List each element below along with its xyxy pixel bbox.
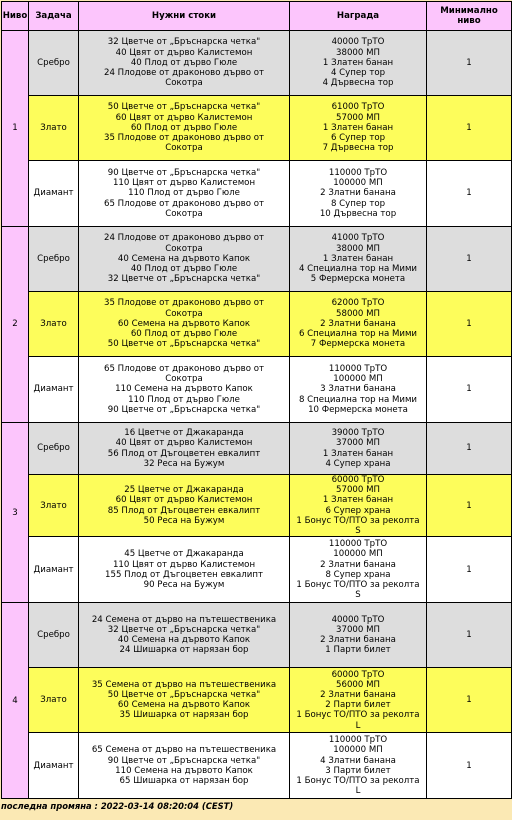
header-needed-goods: Нужни стоки [79, 2, 290, 31]
header-task: Задача [29, 2, 79, 31]
reward-line: 1 Златен банан [322, 57, 394, 68]
task-name-cell: Сребро [29, 603, 79, 668]
needed-goods-line: 65 Шишарка от нарязан бор [119, 775, 249, 786]
reward-line: 60000 ТрТО [331, 669, 385, 680]
needed-goods-line: 110 Плод от дърво Гюле [128, 188, 240, 199]
reward-cell [290, 603, 427, 668]
needed-goods-cell [79, 31, 290, 96]
reward-line: 100000 МП [333, 745, 383, 756]
needed-goods-line: 40 Семена на дървото Капок [117, 253, 251, 264]
reward-line: 4 Супер храна [325, 458, 391, 469]
needed-goods-cell [79, 161, 290, 227]
needed-goods-line: 50 Реса на Бужум [143, 515, 225, 526]
needed-goods-line: 110 Цвят от дърво Калистемон [112, 178, 256, 189]
reward-line: 7 Дървесна тор [322, 143, 394, 154]
reward-line: 2 Златни банана [320, 635, 396, 646]
needed-goods-line: 65 Плодове от драконово дърво от [104, 363, 264, 374]
needed-goods-line: 40 Плод от дърво Гюле [130, 264, 238, 275]
reward-cell [290, 292, 427, 357]
min-level-cell: 1 [427, 475, 512, 537]
reward-line: 6 Супер тор [330, 133, 386, 144]
reward-line: 8 Супер тор [330, 198, 386, 209]
needed-goods-line: 65 Плодове от драконово дърво от [104, 198, 264, 209]
task-row-level3-gold [2, 475, 512, 537]
needed-goods-line: 32 Цветче от „Бръснарска четка" [107, 274, 261, 285]
task-name-cell: Сребро [29, 227, 79, 292]
reward-line: 7 Фермерска монета [310, 339, 406, 350]
task-row-level4-gold [2, 668, 512, 733]
task-row-level2-diamond [2, 357, 512, 423]
reward-line: 100000 МП [333, 549, 383, 560]
needed-goods-cell [79, 668, 290, 733]
task-name-cell: Злато [29, 96, 79, 161]
task-name-cell: Сребро [29, 423, 79, 475]
reward-line: 1 Златен банан [322, 495, 394, 506]
needed-goods-line: 90 Цветче от „Бръснарска четка" [107, 167, 261, 178]
level-cell: 4 [2, 603, 29, 799]
reward-line: 1 Златен банан [322, 448, 394, 459]
needed-goods-cell [79, 475, 290, 537]
reward-line: 2 Златни банана [320, 559, 396, 570]
reward-cell [290, 357, 427, 423]
reward-line: 56000 МП [336, 679, 380, 690]
needed-goods-line: 32 Реса на Бужум [143, 458, 225, 469]
needed-goods-line: 90 Реса на Бужум [143, 579, 225, 590]
needed-goods-cell [79, 537, 290, 603]
needed-goods-line: 35 Семена от дърво на пътешественика [91, 679, 277, 690]
needed-goods-cell [79, 292, 290, 357]
reward-line: 8 Специална тор на Мими [298, 394, 418, 405]
needed-goods-line: 90 Цветче от „Бръснарска четка" [107, 404, 261, 415]
reward-line: L [355, 720, 361, 731]
min-level-cell: 1 [427, 357, 512, 423]
needed-goods-cell [79, 227, 290, 292]
header-level: Ниво [2, 2, 29, 31]
header-min-level [427, 2, 512, 31]
reward-line: 8 Супер храна [325, 569, 391, 580]
reward-line: 110000 ТрТО [328, 363, 388, 374]
task-row-level1-diamond [2, 161, 512, 227]
needed-goods-line: Сокотра [165, 308, 203, 319]
reward-line: S [355, 590, 361, 601]
reward-line: 38000 МП [336, 47, 380, 58]
header-min-level-line2: ниво [457, 16, 481, 26]
needed-goods-line: 16 Цветче от Джакаранда [124, 428, 244, 439]
reward-line: 1 Бонус ТО/ПТО за реколта [296, 515, 420, 526]
min-level-cell: 1 [427, 292, 512, 357]
reward-line: 41000 ТрТО [331, 233, 385, 244]
needed-goods-line: 65 Семена от дърво на пътешественика [91, 745, 277, 756]
needed-goods-line: 60 Семена на дървото Капок [117, 318, 251, 329]
reward-line: 61000 ТрТО [331, 102, 385, 113]
reward-line: L [355, 786, 361, 797]
task-row-level2-silver [2, 227, 512, 292]
reward-line: 1 Парти билет [325, 645, 391, 656]
min-level-cell: 1 [427, 31, 512, 96]
reward-line: 5 Фермерска монета [310, 274, 406, 285]
reward-line: 38000 МП [336, 243, 380, 254]
needed-goods-line: Сокотра [165, 243, 203, 254]
level-cell: 3 [2, 423, 29, 603]
reward-line: 1 Бонус ТО/ПТО за реколта [296, 710, 420, 721]
reward-line: 2 Златни банана [320, 690, 396, 701]
task-row-level4-silver [2, 603, 512, 668]
needed-goods-cell [79, 733, 290, 799]
reward-line: 1 Бонус ТО/ПТО за реколта [296, 579, 420, 590]
needed-goods-line: 25 Цветче от Джакаранда [124, 485, 244, 496]
task-row-level1-silver [2, 31, 512, 96]
min-level-cell: 1 [427, 668, 512, 733]
reward-line: 40000 ТрТО [331, 614, 385, 625]
reward-line: 4 Златни банана [320, 755, 396, 766]
task-name-cell: Диамант [29, 161, 79, 227]
needed-goods-line: 110 Цвят от дърво Калистемон [112, 559, 256, 570]
min-level-cell: 1 [427, 537, 512, 603]
reward-line: 110000 ТрТО [328, 539, 388, 550]
reward-line: 60000 ТрТО [331, 475, 385, 485]
needed-goods-line: 45 Цветче от Джакаранда [124, 549, 244, 560]
needed-goods-line: Сокотра [165, 143, 203, 154]
needed-goods-line: 60 Цвят от дърво Калистемон [115, 495, 253, 506]
needed-goods-line: 85 Плод от Дъгоцветен евкалипт [107, 505, 261, 516]
needed-goods-line: 24 Плодове от драконово дърво от [104, 233, 264, 244]
reward-cell [290, 227, 427, 292]
reward-line: 58000 МП [336, 308, 380, 319]
reward-line: 3 Златни банана [320, 384, 396, 395]
min-level-cell: 1 [427, 603, 512, 668]
needed-goods-line: 32 Цветче от „Бръснарска четка" [107, 625, 261, 636]
reward-line: 40000 ТрТО [331, 37, 385, 48]
needed-goods-line: 60 Плод от дърво Гюле [130, 122, 238, 133]
needed-goods-cell [79, 96, 290, 161]
reward-line: 2 Парти билет [325, 700, 391, 711]
reward-line: 100000 МП [333, 178, 383, 189]
needed-goods-cell [79, 423, 290, 475]
reward-line: 6 Супер храна [325, 505, 391, 516]
header-reward: Награда [290, 2, 427, 31]
task-name-cell: Злато [29, 475, 79, 537]
reward-cell [290, 537, 427, 603]
needed-goods-line: 24 Семена от дърво на пътешественика [91, 614, 277, 625]
level-cell: 1 [2, 31, 29, 227]
needed-goods-line: 24 Плодове от драконово дърво от [104, 68, 264, 79]
reward-line: 1 Златен банан [322, 253, 394, 264]
reward-cell [290, 733, 427, 799]
task-name-cell: Диамант [29, 357, 79, 423]
reward-line: S [355, 526, 361, 537]
needed-goods-line: 40 Цвят от дърво Калистемон [115, 47, 253, 58]
reward-cell [290, 31, 427, 96]
reward-line: 1 Златен банан [322, 122, 394, 133]
reward-line: 10 Фермерска монета [308, 404, 408, 415]
needed-goods-line: 50 Цветче от „Бръснарска четка" [107, 690, 261, 701]
min-level-cell: 1 [427, 161, 512, 227]
reward-cell [290, 96, 427, 161]
needed-goods-line: 50 Цветче от „Бръснарска четка" [107, 102, 261, 113]
tasks-table [1, 1, 512, 799]
needed-goods-line: 60 Плод от дърво Гюле [130, 329, 238, 340]
needed-goods-cell [79, 357, 290, 423]
reward-line: 2 Златни банана [320, 318, 396, 329]
needed-goods-line: 110 Плод от дърво Гюле [128, 394, 240, 405]
reward-line: 4 Супер тор [330, 68, 386, 79]
reward-line: 4 Специална тор на Мими [298, 264, 418, 275]
min-level-cell: 1 [427, 227, 512, 292]
reward-line: 10 Дървесна тор [319, 208, 397, 219]
reward-line: 110000 ТрТО [328, 167, 388, 178]
reward-line: 4 Дървесна тор [322, 78, 394, 89]
needed-goods-line: 155 Плод от Дъгоцветен евкалипт [105, 569, 263, 580]
reward-cell [290, 423, 427, 475]
needed-goods-line: 35 Шишарка от нарязан бор [119, 710, 249, 721]
reward-line: 110000 ТрТО [328, 735, 388, 746]
task-row-level4-diamond [2, 733, 512, 799]
task-row-level3-silver [2, 423, 512, 475]
needed-goods-line: 50 Цветче от „Бръснарска четка" [107, 339, 261, 350]
needed-goods-line: Сокотра [165, 374, 203, 385]
last-modified: последна промяна : 2022-03-14 08:20:04 (CEST) [1, 801, 234, 812]
reward-line: 39000 ТрТО [331, 428, 385, 439]
needed-goods-line: 60 Семена на дървото Капок [117, 700, 251, 711]
reward-line: 57000 МП [336, 485, 380, 496]
task-name-cell: Сребро [29, 31, 79, 96]
reward-cell [290, 475, 427, 537]
reward-line: 37000 МП [336, 438, 380, 449]
min-level-cell: 1 [427, 733, 512, 799]
min-level-cell: 1 [427, 423, 512, 475]
task-row-level1-gold [2, 96, 512, 161]
needed-goods-line: 40 Семена на дървото Капок [117, 635, 251, 646]
task-row-level2-gold [2, 292, 512, 357]
reward-line: 100000 МП [333, 374, 383, 385]
reward-line: 57000 МП [336, 112, 380, 123]
level-cell: 2 [2, 227, 29, 423]
needed-goods-line: 40 Цвят от дърво Калистемон [115, 438, 253, 449]
reward-line: 62000 ТрТО [331, 298, 385, 309]
needed-goods-line: Сокотра [165, 78, 203, 89]
needed-goods-line: 90 Цветче от „Бръснарска четка" [107, 755, 261, 766]
reward-cell [290, 161, 427, 227]
min-level-cell: 1 [427, 96, 512, 161]
task-row-level3-diamond [2, 537, 512, 603]
reward-line: 1 Бонус ТО/ПТО за реколта [296, 775, 420, 786]
needed-goods-line: 60 Цвят от дърво Калистемон [115, 112, 253, 123]
task-name-cell: Злато [29, 668, 79, 733]
reward-line: 6 Специална тор на Мими [298, 329, 418, 340]
task-name-cell: Злато [29, 292, 79, 357]
needed-goods-line: 24 Шишарка от нарязан бор [119, 645, 249, 656]
task-name-cell: Диамант [29, 733, 79, 799]
needed-goods-line: 110 Семена на дървото Капок [115, 765, 253, 776]
header-row [2, 2, 512, 31]
needed-goods-line: Сокотра [165, 208, 203, 219]
reward-line: 2 Златни банана [320, 188, 396, 199]
needed-goods-line: 35 Плодове от драконово дърво от [104, 298, 264, 309]
needed-goods-cell [79, 603, 290, 668]
needed-goods-line: 35 Плодове от драконово дърво от [104, 133, 264, 144]
needed-goods-line: 40 Плод от дърво Гюле [130, 57, 238, 68]
task-name-cell: Диамант [29, 537, 79, 603]
reward-line: 3 Парти билет [325, 765, 391, 776]
needed-goods-line: 110 Семена на дървото Капок [115, 384, 253, 395]
header-min-level-line1: Минимално [440, 5, 498, 16]
reward-line: 37000 МП [336, 625, 380, 636]
needed-goods-line: 56 Плод от Дъгоцветен евкалипт [107, 448, 261, 459]
needed-goods-line: 32 Цветче от „Бръснарска четка" [107, 37, 261, 48]
reward-cell [290, 668, 427, 733]
